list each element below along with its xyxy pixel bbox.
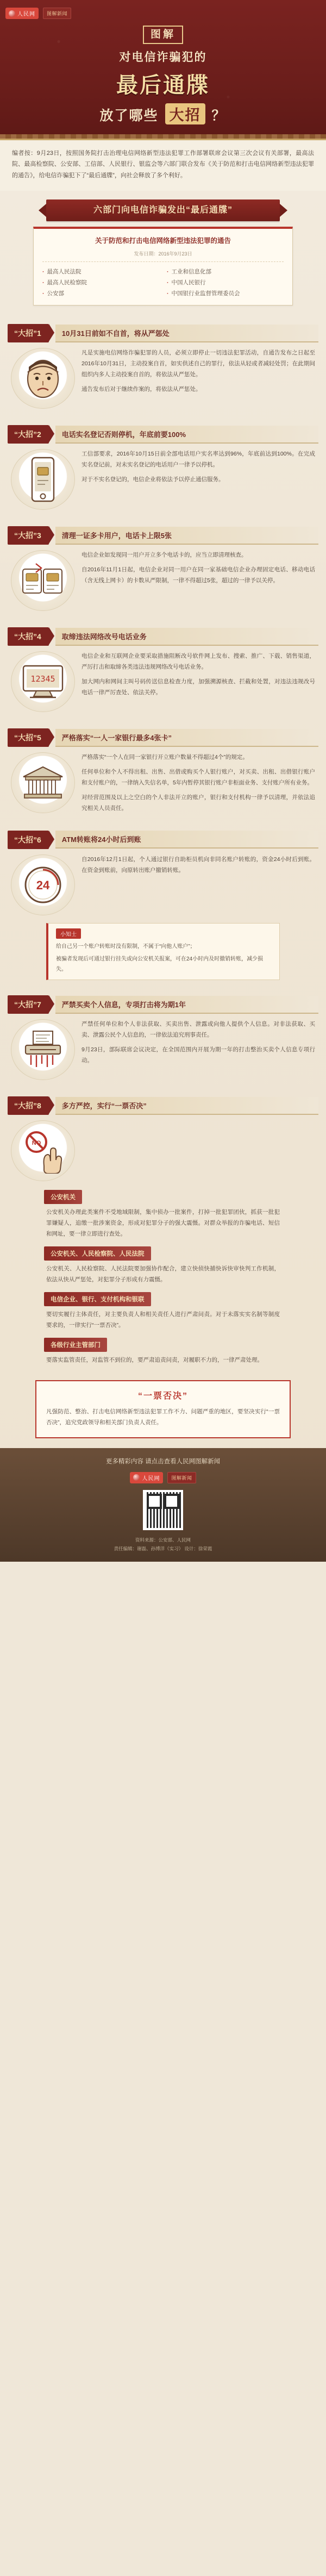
measure-paragraphs bbox=[82, 1019, 315, 1066]
sub-block-1 bbox=[44, 1190, 282, 1241]
title-line-3 bbox=[0, 103, 326, 124]
bank-icon bbox=[11, 752, 75, 813]
computer-number-icon bbox=[11, 651, 75, 712]
tip-label: 小知士 bbox=[56, 928, 81, 939]
header bbox=[0, 0, 326, 139]
notice-meta: 发布日期：2016年9月23日 bbox=[42, 250, 284, 262]
shredder-privacy-icon bbox=[11, 1019, 75, 1080]
measure-paragraph: 自2016年12月1日起，个人通过银行自助柜员机向非同名账户转账的，资金24小时后到账。在资金到账前，向原转出账户撤销转账。 bbox=[82, 856, 315, 874]
measure-paragraphs bbox=[82, 752, 315, 814]
measure-paragraph: 对于不实名登记的，电信企业将依法予以停止通信服务。 bbox=[82, 476, 224, 483]
sub-paragraph: 要落实监管责任，对监管不到位的，要严肃追责问责，对履职不力的，一律严肃处理。 bbox=[46, 1357, 263, 1364]
sub-heading: 公安机关、人民检察院、人民法院 bbox=[44, 1246, 151, 1261]
measure-body bbox=[0, 547, 326, 614]
measure-item-7 bbox=[0, 984, 326, 1086]
measure-header bbox=[0, 1096, 326, 1115]
tujie-brand-logo[interactable]: 图解新闻 bbox=[43, 8, 71, 19]
sub-heading: 各级行业主管部门 bbox=[44, 1338, 107, 1352]
measure-body bbox=[0, 446, 326, 513]
measure-item-4 bbox=[0, 616, 326, 718]
notice-department: · 中国人民银行 bbox=[167, 278, 284, 286]
measure-item-6 bbox=[0, 820, 326, 985]
measure-paragraph: 对经营范围及以上之空白的个人非法开立的账户，银行和支付机构一律予以清理，并依法追究相关人员责任。 bbox=[82, 794, 315, 812]
notice-department: · 最高人民法院 bbox=[42, 267, 159, 276]
measure-title: 严禁买卖个人信息，专项打击将为期1年 bbox=[55, 996, 318, 1014]
measure-tag: “大招”4 bbox=[8, 627, 49, 646]
measure-header bbox=[0, 324, 326, 342]
sub-block-2 bbox=[44, 1246, 282, 1287]
people-logo-footer[interactable] bbox=[130, 1472, 163, 1483]
svg-text:12345: 12345 bbox=[30, 674, 55, 684]
face-criminal-icon bbox=[11, 348, 75, 409]
measure-paragraph: 凡是实施电信网络诈骗犯罪的人员，必须立即停止一切违法犯罪活动，自通告发布之日起至2016年10月31日，主动投案自首，如实供述自己的罪行，依法从轻或者减轻处罚；在此期间组织内多人主动投案自首的，将依法从严惩处。 bbox=[82, 350, 315, 378]
measure-header bbox=[0, 728, 326, 747]
footer-brand-bar bbox=[0, 1472, 326, 1483]
no-hand-icon-svg bbox=[19, 1128, 67, 1174]
measure-paragraphs bbox=[82, 854, 315, 876]
measure-paragraph: 9月23日，部际联席会议决定，在全国范围内开展为期一年的打击整治买卖个人信息专项行动。 bbox=[82, 1046, 315, 1064]
measure-body bbox=[0, 345, 326, 412]
measure-tag: “大招”7 bbox=[8, 995, 49, 1014]
measure-body bbox=[0, 851, 326, 919]
sim-cards-icon-svg bbox=[20, 559, 66, 602]
shredder-privacy-icon-svg bbox=[19, 1028, 67, 1071]
measure-item-1 bbox=[0, 313, 326, 414]
measure-header bbox=[0, 627, 326, 646]
footer-lead[interactable]: 更多精彩内容 请点击查看人民网图解新闻 bbox=[105, 1458, 221, 1465]
measure-title: 取缔违法网络改号电话业务 bbox=[55, 628, 318, 646]
footer bbox=[0, 1448, 326, 1562]
measure-title: 电话实名登记否则停机，年底前要100% bbox=[55, 426, 318, 444]
measure-item-5 bbox=[0, 718, 326, 820]
measure-tag: “大招”3 bbox=[8, 526, 49, 545]
measure-header bbox=[0, 831, 326, 849]
measure-body bbox=[0, 648, 326, 715]
measure-paragraph: 自2016年11月1日起，电信企业对同一用户在同一家基础电信企业办理固定电话、移动电话（含无线上网卡）的卡数从严限制，一律不得超过5张，超过的一律予以关停。 bbox=[82, 566, 315, 584]
people-logo-ball-icon bbox=[9, 10, 15, 17]
section-banner: 六部门向电信诈骗发出“最后通牒” bbox=[46, 199, 280, 221]
measure-paragraph: 任何单位和个人不得出租、出售、出借或购买个人银行账户，对买卖、出租、出借银行账户和支付账户的，一律纳入失信名单，5年内暂停其银行账户非柜面业务、支付账户所有业务。 bbox=[82, 769, 315, 787]
measure-paragraphs bbox=[82, 348, 315, 395]
title-line-1: 对电信诈骗犯的 bbox=[119, 51, 207, 64]
svg-text:24: 24 bbox=[36, 878, 50, 892]
measure-paragraph: 严禁任何单位和个人非法获取、买卖出售、泄露或向他人提供个人信息。对非法获取、买卖、泄露公民个人信息的，一律依法追究刑事责任。 bbox=[82, 1021, 315, 1039]
measure-body bbox=[0, 749, 326, 818]
notice-department: · 最高人民检察院 bbox=[42, 278, 159, 286]
measure-tag: “大招”5 bbox=[8, 728, 49, 747]
measure-tag: “大招”1 bbox=[8, 324, 49, 342]
phone-sim-icon-svg bbox=[26, 454, 60, 504]
title-line-3-suffix: ？ bbox=[211, 108, 227, 123]
sub-block-3 bbox=[44, 1292, 282, 1332]
measure-item-8 bbox=[0, 1086, 326, 1369]
measure-paragraphs bbox=[82, 550, 315, 587]
measure-header bbox=[0, 425, 326, 444]
notice-title: 关于防范和打击电信网络新型违法犯罪的通告 bbox=[95, 237, 231, 245]
measure-paragraphs bbox=[82, 651, 315, 698]
measure-tag: “大招”6 bbox=[8, 831, 49, 849]
measure-paragraph: 通告发布后对于继续作案的，将依法从严惩处。 bbox=[82, 386, 202, 393]
measure-paragraph: 电信企业如发现同一用户开立多个电话卡的，应当立即清理核查。 bbox=[82, 552, 247, 559]
measure-paragraph: 电信企业和互联网企业要采取措施阻断改号软件网上发布、搜索、推广、下载、销售渠道，严厉打击和取缔各类违法违规网络改号电话业务。 bbox=[82, 653, 315, 671]
computer-number-icon-svg bbox=[18, 660, 68, 703]
sub-block-4 bbox=[44, 1338, 282, 1367]
measure-tag: “大招”2 bbox=[8, 425, 49, 444]
tip-box bbox=[46, 923, 280, 981]
footer-source: 资料来源：公安部、人民网 bbox=[135, 1537, 191, 1543]
people-logo-text: 人民网 bbox=[142, 1475, 160, 1482]
editor-note: 编者按：9月23日，按照国务院打击治理电信网络新型违法犯罪工作部署联席会议第三次会议有关部署，最高法院、最高检察院、公安部、工信部、人民银行、银监会等六部门联合发布《关于防范和打击电信网络新型违法犯罪的通告》，给电信诈骗犯下了“最后通牒”，向社会释放了多个利好。 bbox=[0, 139, 326, 191]
tujie-badge: 图解 bbox=[143, 26, 183, 44]
notice-department-list bbox=[42, 267, 284, 297]
measure-item-3 bbox=[0, 515, 326, 616]
tip-paragraph: 给自己另一个账户转账时没有限制，不属于“向他人账户”； bbox=[56, 943, 196, 950]
phone-sim-icon bbox=[11, 449, 75, 510]
people-logo-ball-icon bbox=[133, 1474, 140, 1481]
sub-paragraph: 公安机关办理此类案件不受地域限制，集中侦办一批案件，打掉一批犯罪团伙，抓获一批犯罪嫌疑人，追缴一批涉案资金，形成对犯罪分子的强大震慑。对群众举报的诈骗电话、短信和网址，要一律立即进行查处。 bbox=[46, 1209, 280, 1238]
people-logo-text: 人民网 bbox=[17, 11, 35, 17]
clock-24-icon-svg bbox=[20, 862, 66, 908]
measure-header bbox=[0, 526, 326, 545]
measure-tag: “大招”8 bbox=[8, 1096, 49, 1115]
measure-title: 多方严控，实行“一票否决” bbox=[55, 1097, 318, 1115]
face-criminal-icon-svg bbox=[20, 354, 66, 403]
no-hand-icon bbox=[11, 1120, 75, 1181]
measure-paragraphs bbox=[82, 449, 315, 485]
qr-code[interactable] bbox=[143, 1490, 183, 1530]
sub-paragraph: 要切实履行主体责任，对主要负责人和相关责任人进行严肃问责。对于未落实实名制等制度要求的，一律实行“一票否决”。 bbox=[46, 1311, 280, 1329]
conclusion-heading: “一票否决” bbox=[137, 1391, 188, 1401]
conclusion-text: 凡强防范、整治、打击电信网络新型违法犯罪工作不力、问题严重的地区，要坚决实行“一票否决”，追究党政领导和相关部门负责人责任。 bbox=[46, 1408, 280, 1426]
brand-bar bbox=[0, 5, 326, 24]
clock-24-icon bbox=[11, 854, 75, 915]
title-line-2: 最后通牒 bbox=[116, 73, 210, 97]
measure-paragraph: 工信部要求，2016年10月15日前全部电话用户实名率达到96%，年底前达到100%。在完成实名登记前，对未实名登记的电话用户一律予以停机。 bbox=[82, 451, 315, 469]
measure-title: 严格落实“一人一家银行最多4张卡” bbox=[55, 729, 318, 747]
sub-heading: 电信企业、银行、支付机构和银联 bbox=[44, 1292, 151, 1306]
measure-paragraph: 加大网内和网间主叫号码传送信息检查力度，加强溯源核查、拦截和处置，对违法违规改号电话一律严厉查处、依法关停。 bbox=[82, 678, 315, 696]
measure-header bbox=[0, 995, 326, 1014]
tip-paragraph: 被骗者发现后可通过银行挂失或向公安机关报案，可在24小时内及时撤销转账，减少损失。 bbox=[56, 956, 264, 972]
header-ribbon-divider bbox=[0, 134, 326, 139]
bank-icon-svg bbox=[19, 763, 67, 803]
measure-title: 10月31日前如不自首，将从严惩处 bbox=[55, 325, 318, 342]
sim-cards-icon bbox=[11, 550, 75, 611]
footer-credits: 责任编辑：谢磊、孙博洋（实习） 设计：徐荣霞 bbox=[114, 1546, 212, 1552]
measure-paragraph: 严格落实“一个人在同一家银行开立账户数量不得超过4个”的规定。 bbox=[82, 754, 248, 761]
notice-department: · 工业和信息化部 bbox=[167, 267, 284, 276]
notice-department: · 公安部 bbox=[42, 289, 159, 297]
measure-body bbox=[0, 1117, 326, 1184]
sub-paragraph: 公安机关、人民检察院、人民法院要加强协作配合，建立快侦快捕快诉快审快判工作机制，依法从快从严惩处，对犯罪分子形成有力震慑。 bbox=[46, 1265, 280, 1283]
measure-title: 清理一证多卡用户，电话卡上限5张 bbox=[55, 527, 318, 545]
conclusion-box bbox=[35, 1380, 291, 1438]
svg-text:NO: NO bbox=[32, 1140, 41, 1147]
measure-body bbox=[0, 1016, 326, 1083]
measure-item-2 bbox=[0, 414, 326, 515]
people-logo[interactable] bbox=[5, 8, 39, 19]
title-line-3-prefix: 放了哪些 bbox=[99, 108, 159, 123]
measure-title: ATM转账将24小时后到账 bbox=[55, 831, 318, 849]
title-line-3-highlight: 大招 bbox=[165, 103, 205, 124]
sub-heading: 公安机关 bbox=[44, 1190, 82, 1204]
notice-department: · 中国银行业监督管理委员会 bbox=[167, 289, 284, 297]
notice-card bbox=[33, 227, 293, 305]
tujie-brand-logo-footer[interactable]: 图解新闻 bbox=[167, 1472, 196, 1483]
